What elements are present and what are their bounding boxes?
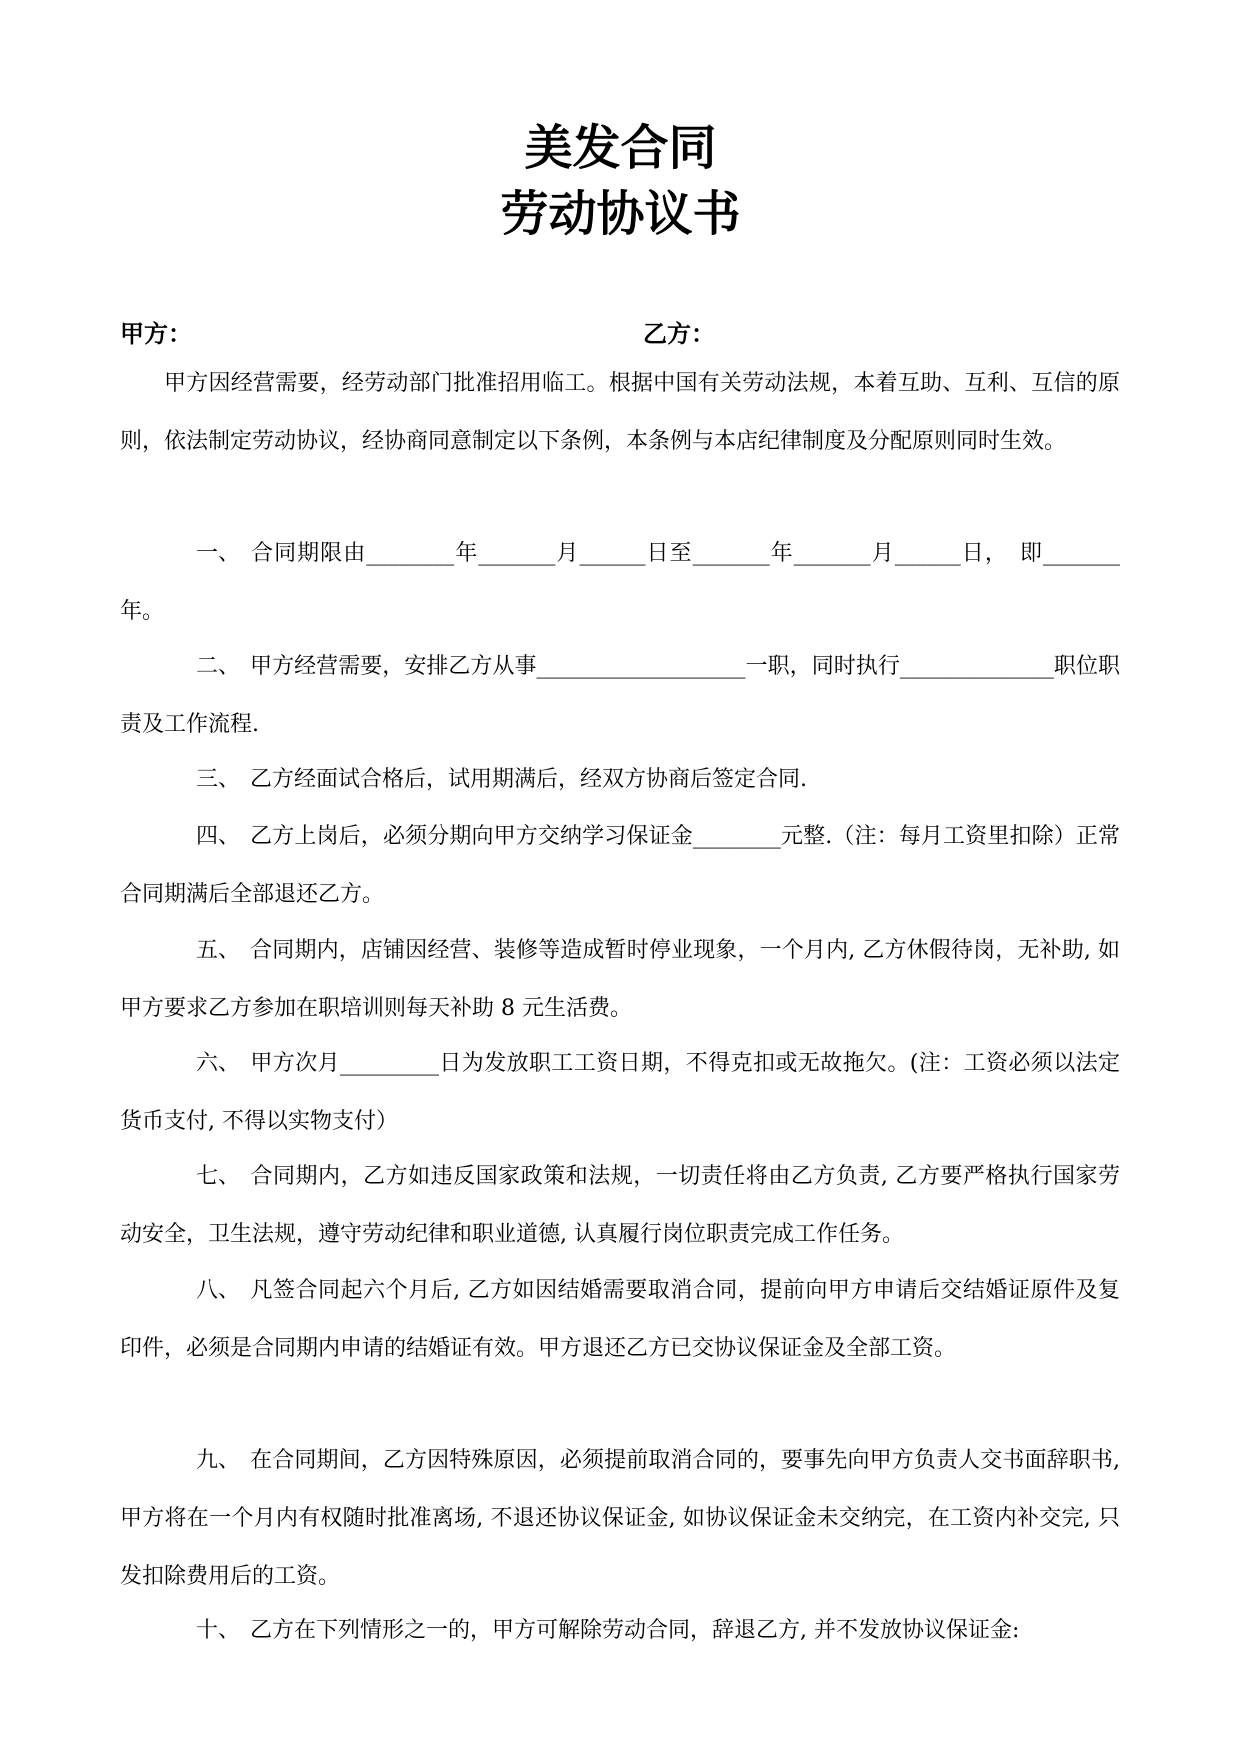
clause-8 bbox=[120, 1262, 1120, 1378]
clause-number: 七、 bbox=[196, 1164, 241, 1189]
clause-number: 六、 bbox=[196, 1051, 241, 1076]
clause-4 bbox=[120, 808, 1120, 924]
clause-text: 乙方上岗后，必须分期向甲方交纳学习保证金________元整.（注：每月工资里扣除）正常合同期满后全部退还乙方。 bbox=[120, 824, 1120, 907]
clause-6 bbox=[120, 1035, 1120, 1151]
clause-2 bbox=[120, 638, 1120, 754]
clause-text: 凡签合同起六个月后, 乙方如因结婚需要取消合同，提前向甲方申请后交结婚证原件及复印件，必须是合同期内申请的结婚证有效。甲方退还乙方已交协议保证金及全部工资。 bbox=[120, 1278, 1120, 1361]
clause-text: 合同期内，乙方如违反国家政策和法规，一切责任将由乙方负责, 乙方要严格执行国家劳动安全，卫生法规，遵守劳动纪律和职业道德, 认真履行岗位职责完成工作任务。 bbox=[120, 1164, 1120, 1247]
clause-10 bbox=[120, 1602, 1120, 1660]
document-title: 美发合同 bbox=[524, 120, 717, 176]
clause-text: 甲方次月_________日为发放职工工资日期，不得克扣或无故拖欠。(注：工资必须以法定货币支付, 不得以实物支付） bbox=[120, 1051, 1120, 1134]
clause-number: 十、 bbox=[196, 1618, 241, 1643]
clause-text: 乙方经面试合格后，试用期满后，经双方协商后签定合同. bbox=[250, 767, 807, 792]
clause-1 bbox=[120, 525, 1120, 641]
clause-9 bbox=[120, 1432, 1120, 1606]
clause-number: 三、 bbox=[196, 767, 241, 792]
clause-text: 甲方经营需要，安排乙方从事___________________一职，同时执行______________职位职责及工作流程. bbox=[120, 654, 1120, 737]
clause-text: 合同期限由________年_______月______日至_______年_______月______日， 即_______年。 bbox=[120, 541, 1120, 624]
clause-5 bbox=[120, 922, 1120, 1038]
clause-number: 四、 bbox=[196, 824, 241, 849]
party-a-label: 甲方： bbox=[120, 320, 192, 348]
clause-number: 五、 bbox=[196, 938, 241, 963]
clause-number: 八、 bbox=[196, 1278, 241, 1303]
party-b-label: 乙方： bbox=[643, 320, 715, 348]
clause-text: 乙方在下列情形之一的，甲方可解除劳动合同，辞退乙方, 并不发放协议保证金: bbox=[250, 1618, 1020, 1643]
clause-number: 一、 bbox=[196, 541, 241, 566]
intro-paragraph: 甲方因经营需要，经劳动部门批准招用临工。根据中国有关劳动法规，本着互助、互利、互信的原则，依法制定劳动协议，经协商同意制定以下条例，本条例与本店纪律制度及分配原则同时生效。 bbox=[120, 371, 1120, 454]
clause-text: 合同期内，店铺因经营、装修等造成暂时停业现象，一个月内, 乙方休假待岗，无补助, 如甲方要求乙方参加在职培训则每天补助 8 元生活费。 bbox=[120, 938, 1120, 1021]
clause-number: 九、 bbox=[196, 1448, 241, 1473]
clause-text: 在合同期间，乙方因特殊原因，必须提前取消合同的，要事先向甲方负责人交书面辞职书, 甲方将在一个月内有权随时批准离场, 不退还协议保证金, 如协议保证金未交纳完，在工资内补交完, 只发扣除费用后的工资。 bbox=[120, 1448, 1120, 1589]
clause-3 bbox=[120, 751, 1120, 809]
document-subtitle: 劳动协议书 bbox=[500, 186, 741, 242]
clause-7 bbox=[120, 1148, 1120, 1264]
clause-number: 二、 bbox=[196, 654, 241, 679]
